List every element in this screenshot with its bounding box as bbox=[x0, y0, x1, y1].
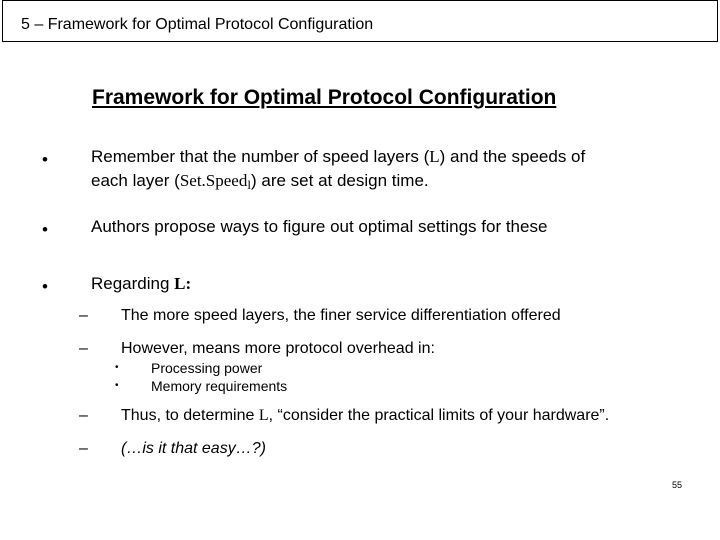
sub-sub-item-marker: • bbox=[115, 362, 119, 373]
slide-title: Framework for Optimal Protocol Configuration bbox=[92, 86, 557, 109]
page-number: 55 bbox=[672, 480, 683, 490]
bullet-1-text bbox=[91, 145, 585, 197]
sub-item-marker: – bbox=[79, 440, 88, 457]
sub-item-1-text: The more speed layers, the finer service differentiation offered bbox=[121, 307, 561, 324]
var-L: L: bbox=[174, 274, 192, 293]
var-setspeed: Set.Speed bbox=[179, 171, 248, 190]
var-L: L bbox=[258, 407, 269, 424]
sub-item-3-text: Thus, to determine L, “consider the practical limits of your hardware”. bbox=[121, 407, 610, 424]
sub-item-marker: – bbox=[79, 407, 88, 424]
bullet-marker: • bbox=[42, 220, 48, 239]
sub-item-marker: – bbox=[79, 307, 88, 324]
bullet-3-text: Regarding L: bbox=[91, 274, 192, 293]
sub-sub-item-marker: • bbox=[115, 380, 119, 391]
bullet-marker: • bbox=[42, 277, 48, 296]
var-setspeed-subscript: l bbox=[247, 177, 251, 192]
sub-item-4-text: (…is it that easy…?) bbox=[121, 440, 266, 457]
bullet-marker: • bbox=[42, 150, 48, 169]
sub-item-marker: – bbox=[79, 340, 88, 357]
header-title: 5 – Framework for Optimal Protocol Configuration bbox=[21, 16, 374, 33]
sub-sub-item-1-text: Processing power bbox=[151, 360, 263, 376]
bullet-1-line-2: each layer (Set.Speed$_l$) are set at design time. bbox=[91, 171, 429, 192]
sub-sub-item-2-text: Memory requirements bbox=[151, 378, 288, 394]
bullet-1-line-1: Remember that the number of speed layers (L) and the speeds of bbox=[91, 147, 586, 166]
sub-item-2-text: However, means more protocol overhead in: bbox=[121, 340, 435, 357]
slide-header bbox=[2, 0, 718, 42]
bullet-2-text: Authors propose ways to figure out optimal settings for these bbox=[91, 217, 548, 236]
var-L: L bbox=[429, 147, 440, 166]
